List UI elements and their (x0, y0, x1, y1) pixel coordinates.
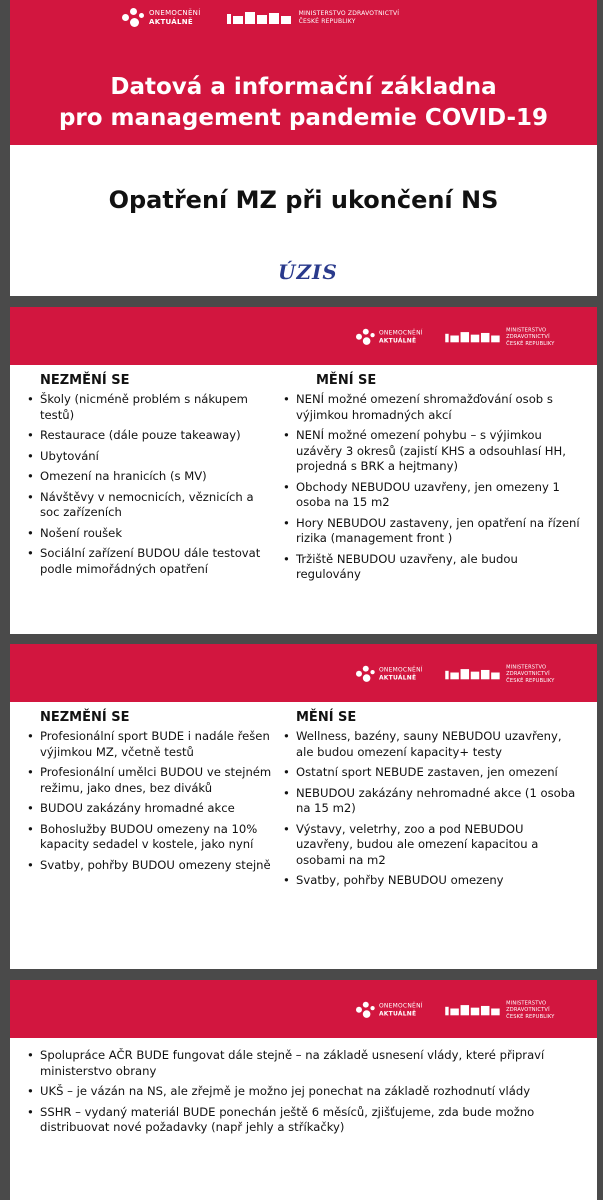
logo-oa-line2: AKTUÁLNĚ (149, 18, 194, 26)
onemocneni-aktualne-logo (356, 329, 423, 346)
slide-measures-3 (10, 980, 597, 1200)
list-item: • Hory NEBUDOU zastaveny, jen opatření na řízení rizika (management front ) (282, 516, 582, 547)
column-nezmeni (26, 373, 274, 588)
logo-oa-line2: AKTUÁLNĚ (378, 1010, 417, 1017)
logo-oa-line1: ONEMOCNĚNÍ (378, 329, 423, 337)
list-item: • SSHR – vydaný materiál BUDE ponechán ještě 6 měsíců, zjišťujeme, zda bude možno distribuovat nové požadavky (např jehly a stříkačky) (26, 1105, 586, 1136)
header-logos (356, 327, 561, 347)
list-item: • Nošení roušek (26, 526, 274, 542)
onemocneni-aktualne-logo (356, 666, 423, 683)
list-item: • BUDOU zakázány hromadné akce (26, 801, 274, 817)
ministerstvo-logo (445, 327, 561, 347)
slide-measures-2 (10, 644, 597, 969)
logo-mz-line1: MINISTERSTVO ZDRAVOTNICTVÍ (506, 1000, 550, 1013)
two-columns (26, 710, 582, 894)
mz-emblem-icon (227, 12, 293, 24)
onemocneni-aktualne-logo (356, 1002, 423, 1019)
list-item: • Restaurace (dále pouze takeaway) (26, 428, 274, 444)
list-item: • Svatby, pohřby BUDOU omezeny stejně (26, 858, 274, 874)
column-heading: NEZMĚNÍ SE (40, 710, 130, 725)
logo-oa-line1: ONEMOCNĚNÍ (378, 666, 423, 674)
slide-title (10, 0, 597, 296)
uzis-logo: ÚZIS (278, 260, 338, 284)
list-item: • Svatby, pohřby NEBUDOU omezeny (282, 873, 582, 889)
header-band (10, 644, 597, 702)
list-item: • Profesionální umělci BUDOU ve stejném režimu, jako dnes, bez diváků (26, 765, 274, 796)
column-heading: MĚNÍ SE (316, 373, 377, 388)
list-item: • Omezení na hranicích (s MV) (26, 469, 274, 485)
logo-mz-line2: ČESKÉ REPUBLIKY (506, 340, 555, 347)
logo-mz-line1: MINISTERSTVO ZDRAVOTNICTVÍ (506, 664, 550, 677)
list-item: • NEBUDOU zakázány nehromadné akce (1 osoba na 15 m2) (282, 786, 582, 817)
dots-icon (356, 1002, 375, 1019)
bullet-list (282, 729, 582, 889)
bullet-list (26, 729, 274, 873)
list-item: • Profesionální sport BUDE i nadále řešen výjimkou MZ, včetně testů (26, 729, 274, 760)
mz-emblem-icon (445, 1005, 501, 1015)
header-logos (356, 664, 561, 684)
list-item: • Wellness, bazény, sauny NEBUDOU uzavřeny, ale budou omezení kapacity+ testy (282, 729, 582, 760)
logo-oa-line2: AKTUÁLNĚ (378, 674, 417, 681)
bullet-list (282, 392, 582, 583)
list-item: • Bohoslužby BUDOU omezeny na 10% kapacity sedadel v kostele, jako nyní (26, 822, 274, 853)
column-heading: MĚNÍ SE (296, 710, 357, 725)
slide-measures-1 (10, 307, 597, 634)
column-heading: NEZMĚNÍ SE (40, 373, 130, 388)
logo-mz-line2: ČESKÉ REPUBLIKY (506, 677, 555, 684)
column-meni (282, 373, 582, 588)
mz-emblem-icon (445, 332, 501, 342)
list-item: • Výstavy, veletrhy, zoo a pod NEBUDOU uzavřeny, budou ale omezení kapacitou a osobami na m2 (282, 822, 582, 869)
column-nezmeni (26, 710, 274, 894)
title-band (10, 0, 597, 145)
title-line2: pro management pandemie COVID-19 (58, 105, 549, 131)
list-item: • Školy (nicméně problém s nákupem testů) (26, 392, 274, 423)
header-band (10, 980, 597, 1038)
header-band (10, 307, 597, 365)
list-item: • Sociální zařízení BUDOU dále testovat podle mimořádných opatření (26, 546, 274, 577)
list-item: • Spolupráce AČR BUDE fungovat dále stejně – na základě usnesení vlády, které připraví ministerstvo obrany (26, 1048, 586, 1079)
list-item: • Ubytování (26, 449, 274, 465)
ministerstvo-logo (227, 10, 400, 26)
slide-subtitle: Opatření MZ při ukončení NS (108, 186, 499, 214)
logo-mz-line1: MINISTERSTVO ZDRAVOTNICTVÍ (298, 10, 400, 17)
slide-title-text (10, 72, 597, 134)
ministerstvo-logo (445, 664, 561, 684)
list-item: • NENÍ možné omezení shromažďování osob s výjimkou hromadných akcí (282, 392, 582, 423)
mz-emblem-icon (445, 669, 501, 679)
onemocneni-aktualne-logo (122, 8, 201, 28)
title-line1: Datová a informační základna (110, 74, 497, 100)
list-item: • NENÍ možné omezení pohybu – s výjimkou uzávěry 3 okresů (zajistí KHS a odsouhlasí HH, projedná s BRK a hejtmany) (282, 428, 582, 475)
logo-mz-line2: ČESKÉ REPUBLIKY (506, 1013, 555, 1020)
logo-oa-line1: ONEMOCNĚNÍ (378, 1002, 423, 1010)
dots-icon (356, 329, 375, 346)
bullet-list (26, 1048, 586, 1141)
logo-oa-line1: ONEMOCNĚNÍ (149, 9, 201, 17)
header-logos (356, 1000, 561, 1020)
list-item: • Obchody NEBUDOU uzavřeny, jen omezeny 1 osoba na 15 m2 (282, 480, 582, 511)
two-columns (26, 373, 582, 588)
dots-icon (356, 666, 375, 683)
dots-icon (122, 8, 144, 28)
list-item: • Návštěvy v nemocnicích, věznicích a soc zařízeních (26, 490, 274, 521)
list-item: • Ostatní sport NEBUDE zastaven, jen omezení (282, 765, 582, 781)
logo-mz-line2: ČESKÉ REPUBLIKY (298, 18, 356, 25)
ministerstvo-logo (445, 1000, 561, 1020)
list-item: • UKŠ – je vázán na NS, ale zřejmě je možno jej ponechat na základě rozhodnutí vlády (26, 1084, 586, 1100)
bullet-list (26, 392, 274, 577)
header-logos (122, 8, 399, 28)
list-item: • Tržiště NEBUDOU uzavřeny, ale budou regulovány (282, 552, 582, 583)
logo-mz-line1: MINISTERSTVO ZDRAVOTNICTVÍ (506, 327, 550, 340)
column-meni (282, 710, 582, 894)
logo-oa-line2: AKTUÁLNĚ (378, 337, 417, 344)
